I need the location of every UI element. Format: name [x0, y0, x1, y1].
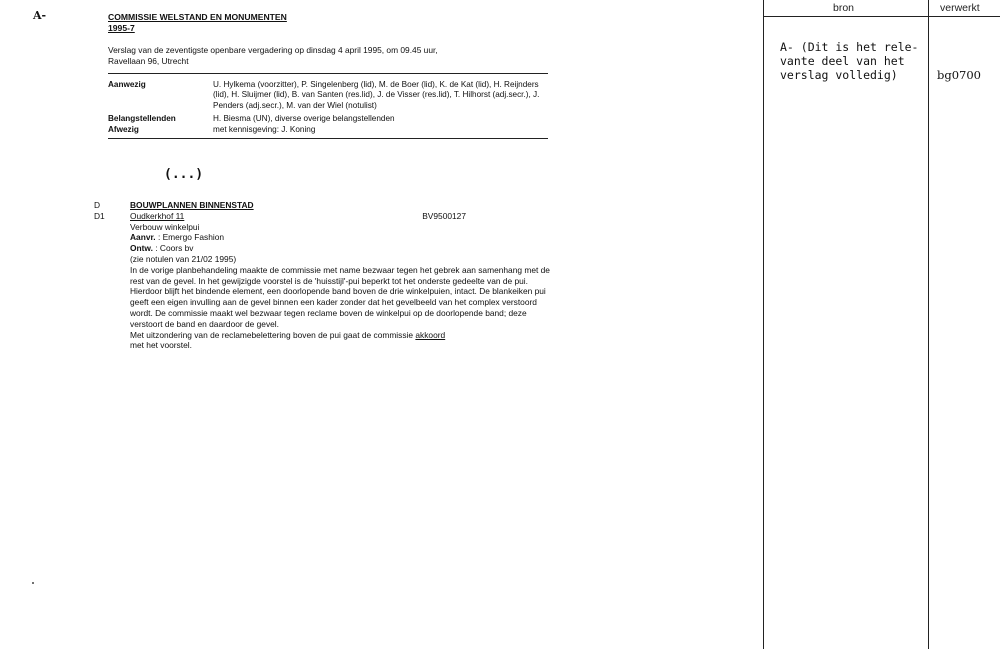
- agenda-section: [94, 200, 554, 351]
- item-number: D1: [94, 210, 105, 221]
- column-header-verwerkt: verwerkt: [940, 2, 980, 14]
- section-letter: D: [94, 200, 101, 210]
- omission-ellipsis: (...): [164, 167, 204, 182]
- corner-mark: A-: [33, 9, 47, 22]
- panel-column-divider: [928, 0, 929, 649]
- column-header-bron: bron: [833, 2, 855, 14]
- item-body: In de vorige planbehandeling maakte de commissie met name bezwaar tegen het gebrek aan samenhang met de rest van de gevel. In het gewijzigde voorstel is de 'huisstijl'-pui beperkt tot het onderste gedeelte van de pui. Hierdoor blijft het bindende element, een doorlopende band boven de drie winkelpuien, intact. De blankeiken pui geeft een eigen invulling aan de gevel binnen een kader zonder dat het gevelbeeld van het complex verstoord wordt. De commissie maakt wel bezwaar tegen reclame boven de winkelpui op de doorlopende band; deze verstoort de band en daardoor de gevel.: [130, 264, 550, 329]
- applicant-label: Aanvr.: [130, 232, 156, 243]
- attendance-row: [108, 111, 548, 124]
- document-body: [108, 12, 548, 139]
- intro-text: [108, 45, 548, 67]
- attendance-label: Afwezig: [108, 124, 139, 134]
- stray-mark: [32, 582, 34, 584]
- attendance-table: [108, 80, 548, 135]
- item-details: [130, 222, 550, 352]
- item-subject: Verbouw winkelpui: [130, 221, 200, 232]
- attendance-label: Belangstellenden: [108, 114, 176, 124]
- conclusion-keyword: akkoord: [415, 329, 446, 340]
- attendance-value: met kennisgeving: J. Koning: [213, 124, 316, 134]
- section-title: BOUWPLANNEN BINNENSTAD: [130, 200, 254, 210]
- bottom-divider: [108, 138, 548, 139]
- item-conclusion: Met uitzondering van de reclamebelettering boven de pui gaat de commissie akkoord met het voorstel.: [130, 329, 446, 351]
- designer-label: Ontw.: [130, 243, 153, 254]
- intro-line-1: Verslag van de zeventigste openbare vergadering op dinsdag 4 april 1995, om 09.45 uur,: [108, 45, 438, 55]
- item-code: BV9500127: [422, 210, 466, 221]
- panel-left-border: [763, 0, 764, 649]
- top-divider: [108, 73, 548, 74]
- attendance-value: U. Hylkema (voorzitter), P. Singelenberg (lid), M. de Boer (lid), K. de Kat (lid), H. Reijnders (lid), H. Sluijmer (lid), B. van Santen (res.lid), J. de Visser (res.lid), T. Hilhorst (adj.secr.), J. Penders (adj.secr.), M. van der Wiel (notulist): [213, 80, 540, 110]
- panel-header-rule: [763, 16, 1000, 17]
- item-reference: (zie notulen van 21/02 1995): [130, 253, 237, 264]
- attendance-row: [108, 125, 548, 135]
- document-title: COMMISSIE WELSTAND EN MONUMENTEN: [108, 12, 287, 22]
- item-address: Oudkerkhof 11: [130, 210, 185, 221]
- attendance-row: [108, 80, 548, 111]
- bron-note: A- (Dit is het rele- vante deel van het verslag volledig): [780, 40, 919, 82]
- document-number: 1995-7: [108, 23, 135, 33]
- designer-value: : Coors bv: [155, 243, 194, 254]
- intro-line-2: Ravellaan 96, Utrecht: [108, 56, 189, 66]
- attendance-value: H. Biesma (UN), diverse overige belangstellenden: [213, 114, 395, 124]
- attendance-label: Aanwezig: [108, 80, 146, 89]
- verwerkt-value: bg0700: [937, 68, 981, 82]
- applicant-value: : Emergo Fashion: [157, 232, 225, 243]
